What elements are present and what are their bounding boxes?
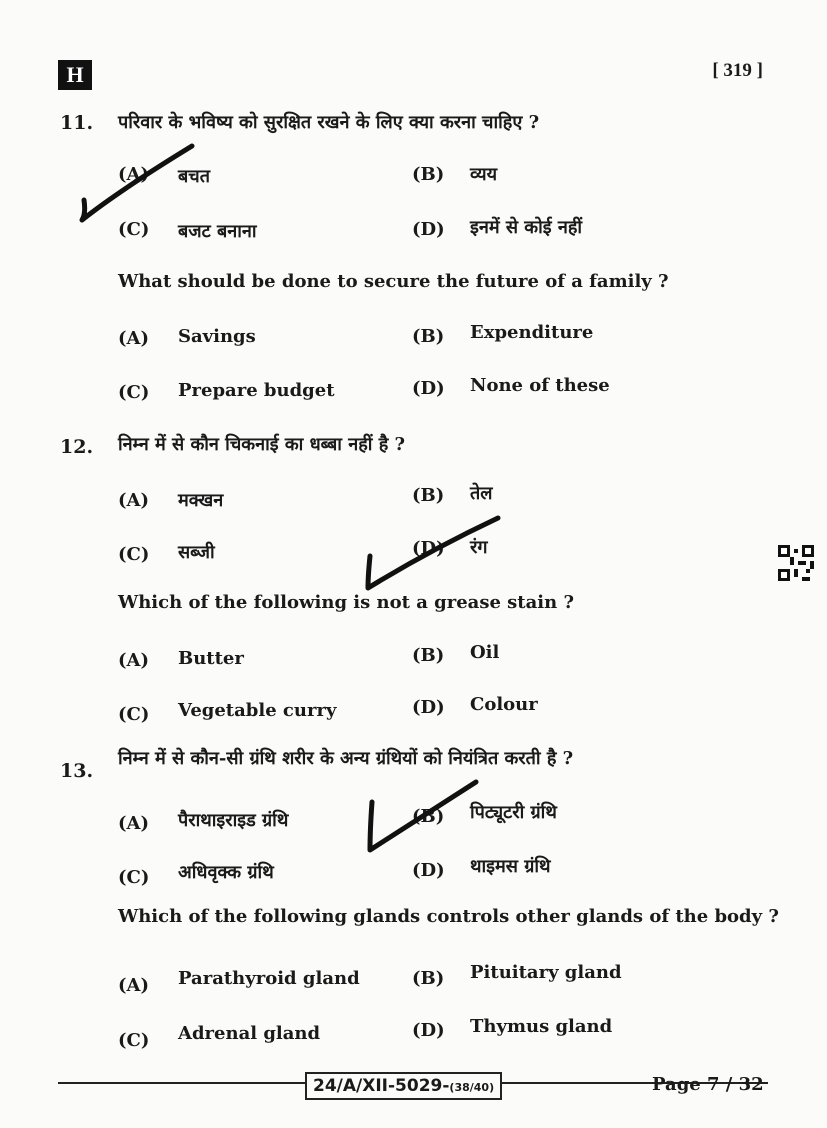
- option-label: (A): [118, 490, 149, 511]
- option-text: Pituitary gland: [470, 962, 622, 983]
- option-label: (A): [118, 975, 149, 996]
- option-label: (B): [412, 968, 445, 989]
- option-label: (D): [412, 697, 445, 718]
- option-label: (D): [412, 219, 445, 240]
- option-text: पिट्यूटरी ग्रंथि: [470, 802, 557, 823]
- option-text: Prepare budget: [178, 380, 335, 401]
- option-label: (C): [118, 219, 150, 240]
- question-number: 12.: [60, 436, 94, 458]
- page-number: Page 7 / 32: [652, 1074, 764, 1095]
- option-text: बचत: [178, 166, 210, 187]
- question-number: 13.: [60, 760, 94, 782]
- question-text-hindi: निम्न में से कौन चिकनाई का धब्बा नहीं है ?: [118, 434, 406, 455]
- option-text: Thymus gland: [470, 1016, 613, 1037]
- question-text-hindi: निम्न में से कौन-सी ग्रंथि शरीर के अन्य ग्रंथियों को नियंत्रित करती है ?: [118, 748, 574, 769]
- option-text: बजट बनाना: [178, 221, 257, 242]
- set-badge: H: [58, 60, 92, 90]
- option-text: मक्खन: [178, 490, 224, 511]
- option-text: थाइमस ग्रंथि: [470, 856, 551, 877]
- option-text: Butter: [178, 648, 244, 669]
- question-number: 11.: [60, 112, 94, 134]
- option-text: Parathyroid gland: [178, 968, 360, 989]
- option-label: (A): [118, 328, 149, 349]
- option-label: (D): [412, 538, 445, 559]
- question-text-english: Which of the following is not a grease stain ?: [118, 592, 575, 613]
- option-label: (C): [118, 544, 150, 565]
- option-label: (A): [118, 164, 149, 185]
- option-label: (B): [412, 806, 445, 827]
- option-label: (D): [412, 860, 445, 881]
- option-text: Adrenal gland: [178, 1023, 321, 1044]
- tick-mark-q11: [82, 146, 192, 220]
- option-label: (D): [412, 1020, 445, 1041]
- option-text: सब्जी: [178, 542, 215, 563]
- option-label: (B): [412, 645, 445, 666]
- option-text: रंग: [470, 537, 488, 558]
- question-text-english: Which of the following glands controls other glands of the body ?: [118, 906, 779, 927]
- paper-code-suffix: (38/40): [449, 1081, 495, 1094]
- option-text: पैराथाइराइड ग्रंथि: [178, 810, 289, 831]
- option-text: Savings: [178, 326, 256, 347]
- option-text: व्यय: [470, 164, 498, 185]
- paper-code: [305, 1072, 502, 1100]
- option-label: (C): [118, 382, 150, 403]
- page-code: [ 319 ]: [712, 60, 763, 81]
- tick-mark-q12: [368, 518, 498, 588]
- option-label: (D): [412, 378, 445, 399]
- option-text: None of these: [470, 375, 610, 396]
- option-label: (B): [412, 485, 445, 506]
- option-label: (A): [118, 650, 149, 671]
- option-label: (B): [412, 326, 445, 347]
- option-label: (C): [118, 704, 150, 725]
- option-text: तेल: [470, 483, 493, 504]
- question-text-hindi: परिवार के भविष्य को सुरक्षित रखने के लिए क्या करना चाहिए ?: [118, 112, 540, 133]
- option-label: (B): [412, 164, 445, 185]
- option-text: अधिवृक्क ग्रंथि: [178, 862, 274, 883]
- option-label: (C): [118, 867, 150, 888]
- paper-code-main: 24/A/XII-5029-: [313, 1076, 450, 1096]
- qr-code-icon: [778, 545, 814, 581]
- option-text: Vegetable curry: [178, 700, 337, 721]
- option-label: (A): [118, 813, 149, 834]
- tick-mark-q13: [370, 782, 476, 850]
- option-text: Colour: [470, 694, 538, 715]
- option-text: Expenditure: [470, 322, 594, 343]
- option-text: Oil: [470, 642, 500, 663]
- question-text-english: What should be done to secure the future of a family ?: [118, 271, 669, 292]
- option-label: (C): [118, 1030, 150, 1051]
- option-text: इनमें से कोई नहीं: [470, 217, 583, 238]
